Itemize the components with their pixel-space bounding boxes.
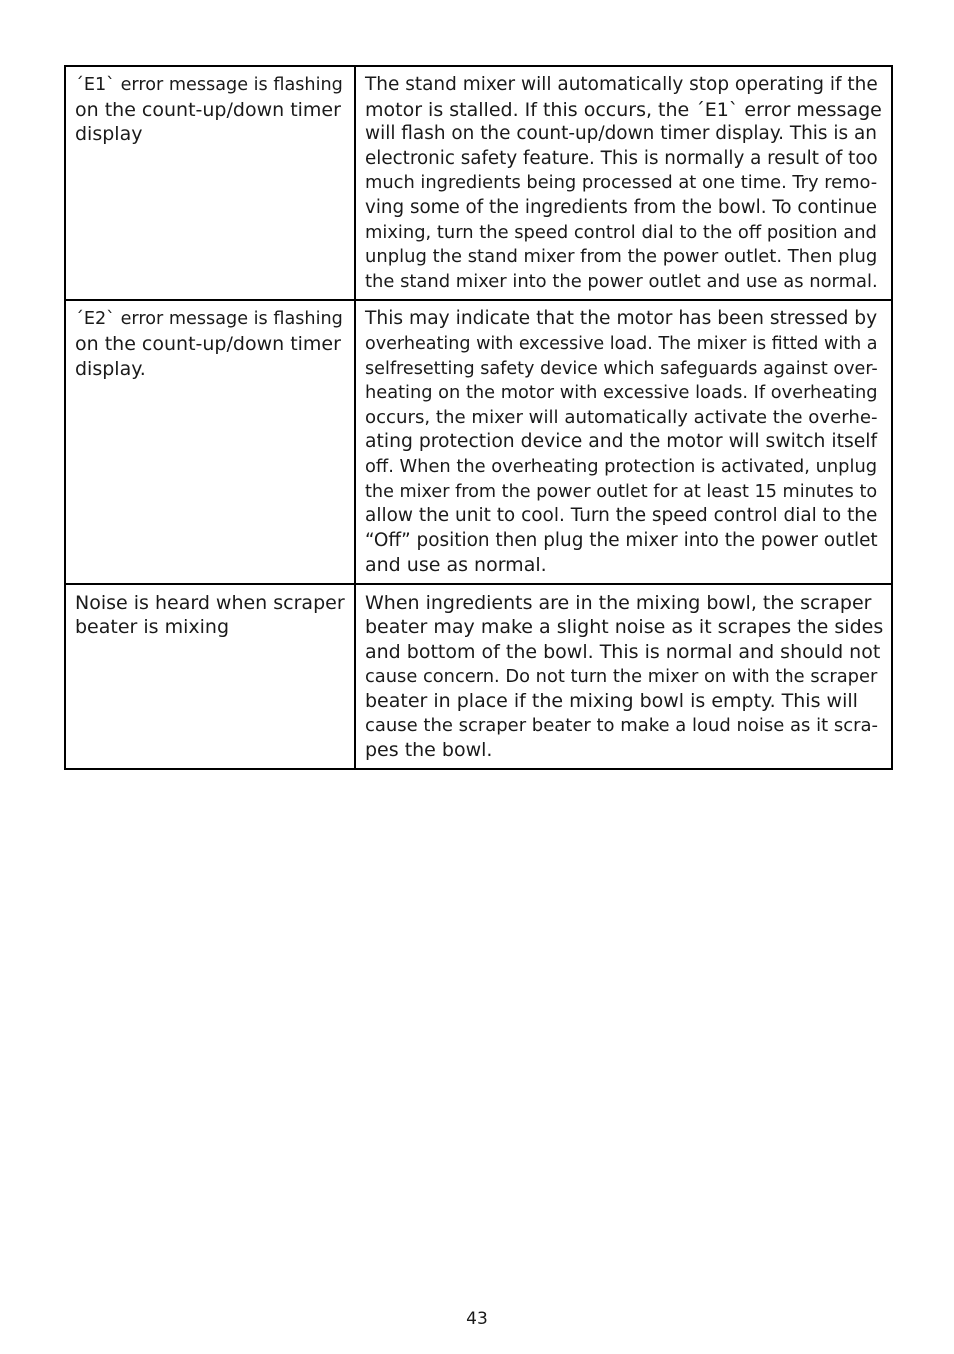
solution-line: “Off” position then plug the mixer into the power outlet bbox=[365, 529, 878, 551]
solution-line: allow the unit to cool. Turn the speed control dial to the bbox=[365, 505, 878, 527]
solution-line: mixing, turn the speed control dial to the off position and bbox=[365, 221, 877, 243]
problem-cell bbox=[65, 66, 355, 300]
solution-line: and bottom of the bowl. This is normal and should not bbox=[365, 641, 881, 664]
problem-cell bbox=[65, 300, 355, 584]
problem-line: display bbox=[75, 123, 143, 146]
solution-cell bbox=[355, 584, 892, 769]
solution-line: motor is stalled. If this occurs, the ´E1` error message bbox=[365, 98, 882, 121]
solution-line: selfresetting safety device which safeguards against over- bbox=[365, 358, 878, 379]
solution-line: electronic safety feature. This is normally a result of too bbox=[365, 147, 878, 169]
troubleshooting-table bbox=[64, 65, 893, 770]
solution-line: much ingredients being processed at one time. Try remo- bbox=[365, 172, 878, 194]
solution-line: pes the bowl. bbox=[365, 739, 493, 762]
solution-line: will flash on the count-up/down timer display. This is an bbox=[365, 123, 877, 145]
solution-line: the mixer from the power outlet for at least 15 minutes to bbox=[365, 481, 878, 502]
table-row bbox=[65, 300, 892, 584]
problem-line: on the count-up/down timer bbox=[75, 98, 341, 121]
problem-cell bbox=[65, 584, 355, 769]
solution-line: beater may make a slight noise as it scrapes the sides bbox=[365, 616, 884, 639]
solution-line: ating protection device and the motor will switch itself bbox=[365, 431, 878, 453]
table-row bbox=[65, 66, 892, 300]
solution-line: cause concern. Do not turn the mixer on with the scraper bbox=[365, 665, 878, 687]
solution-line: The stand mixer will automatically stop operating if the bbox=[365, 74, 878, 95]
solution-cell bbox=[355, 66, 892, 300]
solution-line: ving some of the ingredients from the bowl. To continue bbox=[365, 196, 877, 218]
solution-line: off. When the overheating protection is activated, unplug bbox=[365, 455, 878, 477]
problem-line: beater is mixing bbox=[75, 616, 230, 639]
solution-line: cause the scraper beater to make a loud noise as it scra- bbox=[365, 714, 878, 736]
problem-line: ´E2` error message is flashing bbox=[75, 309, 343, 330]
table-row bbox=[65, 584, 892, 769]
page-number: 43 bbox=[466, 1309, 488, 1329]
solution-cell bbox=[355, 300, 892, 584]
solution-line: heating on the motor with excessive loads. If overheating bbox=[365, 382, 878, 404]
solution-line: This may indicate that the motor has been stressed by bbox=[365, 308, 878, 330]
problem-line: Noise is heard when scraper bbox=[75, 591, 345, 614]
solution-line: beater in place if the mixing bowl is empty. This will bbox=[365, 690, 858, 713]
problem-line: display. bbox=[75, 357, 146, 380]
solution-line: unplug the stand mixer from the power outlet. Then plug bbox=[365, 246, 878, 268]
solution-line: and use as normal. bbox=[365, 554, 547, 577]
problem-line: ´E1` error message is flashing bbox=[75, 75, 343, 95]
solution-line: overheating with excessive load. The mixer is fitted with a bbox=[365, 333, 878, 354]
problem-line: on the count-up/down timer bbox=[75, 332, 341, 355]
solution-line: occurs, the mixer will automatically activate the overhe- bbox=[365, 406, 878, 428]
solution-line: the stand mixer into the power outlet and use as normal. bbox=[365, 270, 878, 292]
solution-line: When ingredients are in the mixing bowl, the scraper bbox=[365, 591, 872, 614]
